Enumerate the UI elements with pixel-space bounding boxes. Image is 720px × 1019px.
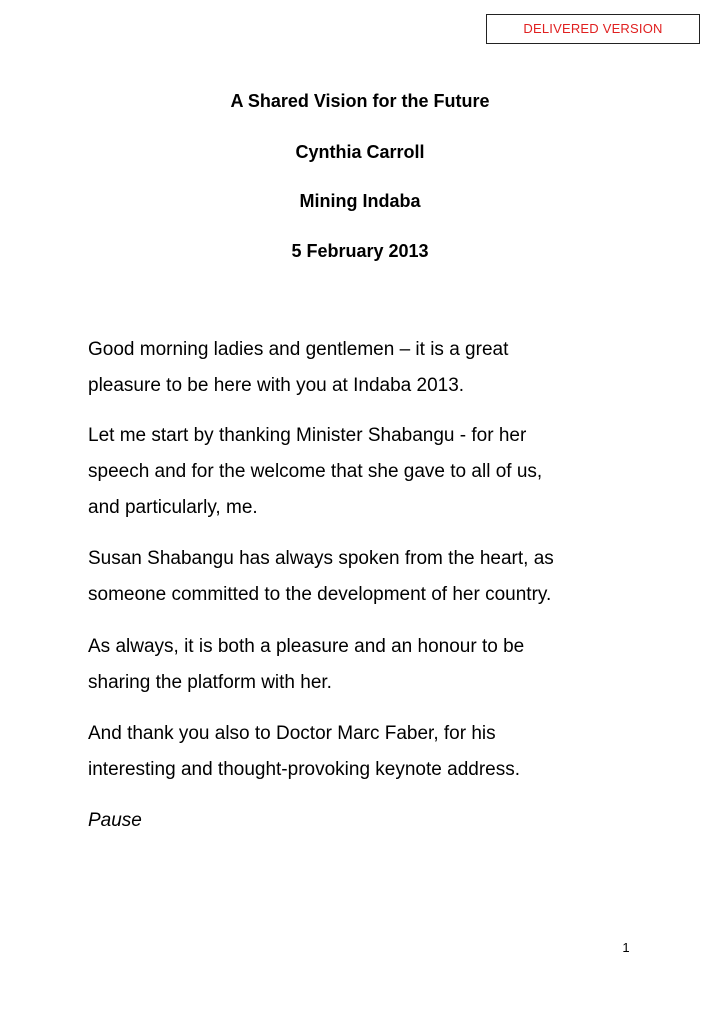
event-name: Mining Indaba (299, 191, 421, 211)
paragraph-thanks-minister (88, 418, 648, 526)
delivered-version-stamp: DELIVERED VERSION (486, 14, 700, 44)
text-line: Susan Shabangu has always spoken from the heart, as (88, 548, 554, 569)
text-line: interesting and thought-provoking keynote address. (88, 759, 520, 780)
text-line: pleasure to be here with you at Indaba 2013. (88, 375, 465, 396)
text-line: speech and for the welcome that she gave to all of us, (88, 461, 543, 482)
text-line: someone committed to the development of her country. (88, 584, 552, 605)
paragraph-marc-faber (88, 716, 648, 788)
text-line: Good morning ladies and gentlemen – it is a great (88, 339, 509, 360)
paragraph-honour (88, 629, 648, 701)
paragraph-greeting (88, 332, 648, 404)
text-line: Let me start by thanking Minister Shabangu - for her (88, 425, 527, 446)
page-number: 1 (622, 940, 630, 955)
paragraph-susan-shabangu (88, 541, 648, 613)
speaker-name: Cynthia Carroll (295, 142, 425, 162)
text-line: As always, it is both a pleasure and an honour to be (88, 636, 525, 657)
speech-date: 5 February 2013 (291, 241, 429, 261)
stage-direction-pause: Pause (88, 810, 142, 831)
text-line: And thank you also to Doctor Marc Faber, for his (88, 723, 496, 744)
text-line: and particularly, me. (88, 497, 258, 518)
text-line: sharing the platform with her. (88, 672, 332, 693)
speech-title: A Shared Vision for the Future (230, 91, 490, 111)
